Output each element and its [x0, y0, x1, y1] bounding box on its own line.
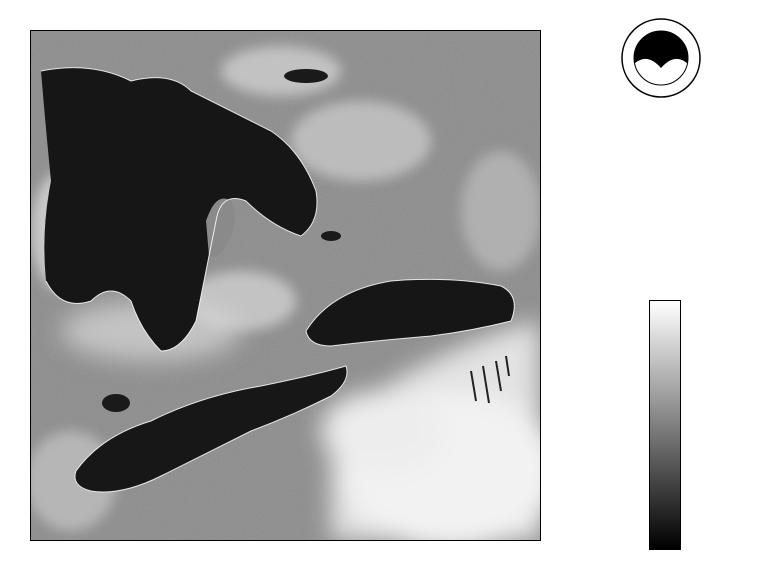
colorbar [649, 300, 681, 550]
small-lake [284, 69, 328, 83]
satellite-image [31, 31, 540, 540]
satellite-map [30, 30, 541, 541]
lake-st-clair [102, 394, 130, 412]
info-panel [546, 112, 782, 118]
small-lake [321, 231, 341, 241]
noaa-logo-icon [621, 18, 701, 98]
